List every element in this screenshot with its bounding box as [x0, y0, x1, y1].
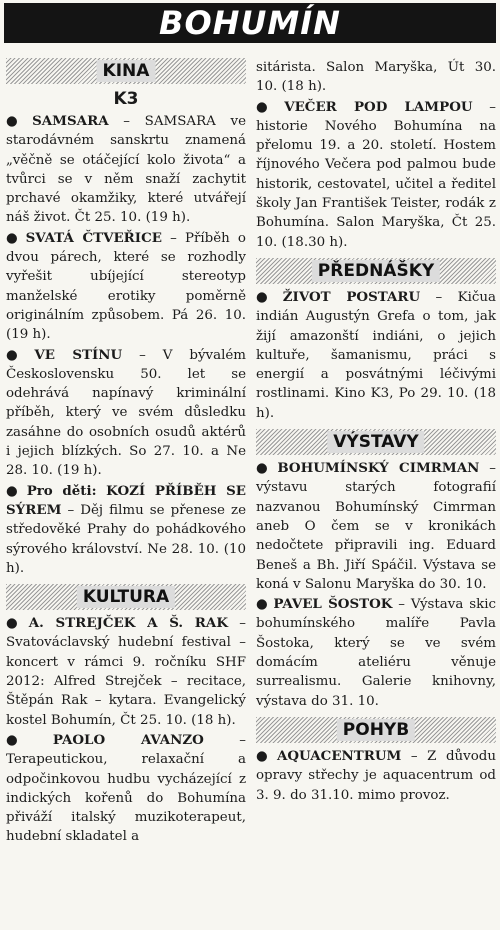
section-header-vystavy: VÝSTAVY: [256, 429, 496, 455]
listing-pavel-sostok: ● PAVEL ŠOSTOK – Výstava skic bohumínského malíře Pavla Šostoka, který se ve svém domácím ateliéru věnuje surrealismu. Galerie knihovny, výstava do 31. 10.: [256, 596, 496, 709]
listing-kozi-pribeh: ● Pro děti: KOZÍ PŘÍBĚH SE SÝREM – Děj filmu se přenese ze středověké Prahy do pohádkového sýrového království. Ne 28. 10. (10 h).: [6, 482, 246, 576]
listing-zivot-postaru: ● ŽIVOT POSTARU – Kičua indián Augustýn Grefa o tom, jak žijí amazonští indiáni, o jejich kultuře, šamanismu, práci s energií a posvátnými léčivými rostlinami. Kino K3, Po 29. 10. (18 h).: [256, 288, 496, 421]
right-column: [256, 58, 496, 806]
section-header-pohyb: POHYB: [256, 717, 496, 743]
listing-paolo-avanzo: ● PAOLO AVANZO – Terapeutickou, relaxační a odpočinkovou hudbu vycházející z indických kořenů do Bohumína přiváží italský muzikoterapeut, hudební skladatel a: [6, 731, 247, 845]
section-header-kultura: KULTURA: [6, 584, 246, 610]
masthead: BOHUMÍN: [4, 3, 496, 43]
listing-vecer-pod-lampou: ● VEČER POD LAMPOU – historie Nového Bohumína na přelomu 19. a 20. století. Hostem říjnového Večera pod palmou bude historik, cestovatel, učitel a ředitel školy Jan František Teister, rodák z Bohumína. Salon Maryška, Čt 25. 10. (18.30 h).: [256, 98, 496, 250]
listing-strejcek-rak: ● A. STREJČEK A Š. RAK – Svatováclavský hudební festival – koncert v rámci 9. ročníku SHF 2012: Alfred Strejček – recitace, Štěpán Rak – kytara. Evangelický kostel Bohumín, Čt 25. 10. (18 h).: [6, 615, 246, 728]
section-header-prednasky: PŘEDNÁŠKY: [256, 258, 496, 284]
listing-svata-ctverice: ● SVATÁ ČTVEŘICE – Příběh o dvou párech, které se rozhodly vyřešit ubíjející stereotyp manželské erotiky poměrně originálním způsobem. Pá 26. 10. (19 h).: [6, 229, 246, 343]
listing-bohuminsky-cimrman: ● BOHUMÍNSKÝ CIMRMAN – výstavu starých fotografií nazvanou Bohumínský Cimrman aneb O čem se v kronikách nedočtete připravili ing. Eduard Beneš a Bh. Jiří Spáčil. Výstava se koná v Salonu Maryška do 30. 10.: [256, 460, 496, 592]
listing-samsara: ● SAMSARA – SAMSARA ve starodávném sanskrtu znamená „věčně se otáčející kolo života“ a tvůrci se v něm snaží zachytit prchavé okamžiky, které utvářejí náš život. Čt 25. 10. (19 h).: [6, 113, 246, 226]
listing-paolo-avanzo-continued: sitárista. Salon Maryška, Út 30. 10. (18 h).: [256, 60, 496, 95]
listing-aquacentrum: ● AQUACENTRUM – Z důvodu opravy střechy je aquacentrum od 3. 9. do 31.10. mimo provoz.: [256, 747, 496, 803]
listing-ve-stinu: ● VE STÍNU – V bývalém Československu 50. let se odehrává napínavý kriminální příběh, který ve svém důsledku zasáhne do osobních osudů aktérů i jejich blízkých. So 27. 10. a Ne 28. 10. (19 h).: [6, 346, 246, 479]
venue-k3: K3: [113, 89, 139, 109]
section-header-kina: KINA: [6, 58, 246, 84]
left-column: [6, 52, 246, 848]
